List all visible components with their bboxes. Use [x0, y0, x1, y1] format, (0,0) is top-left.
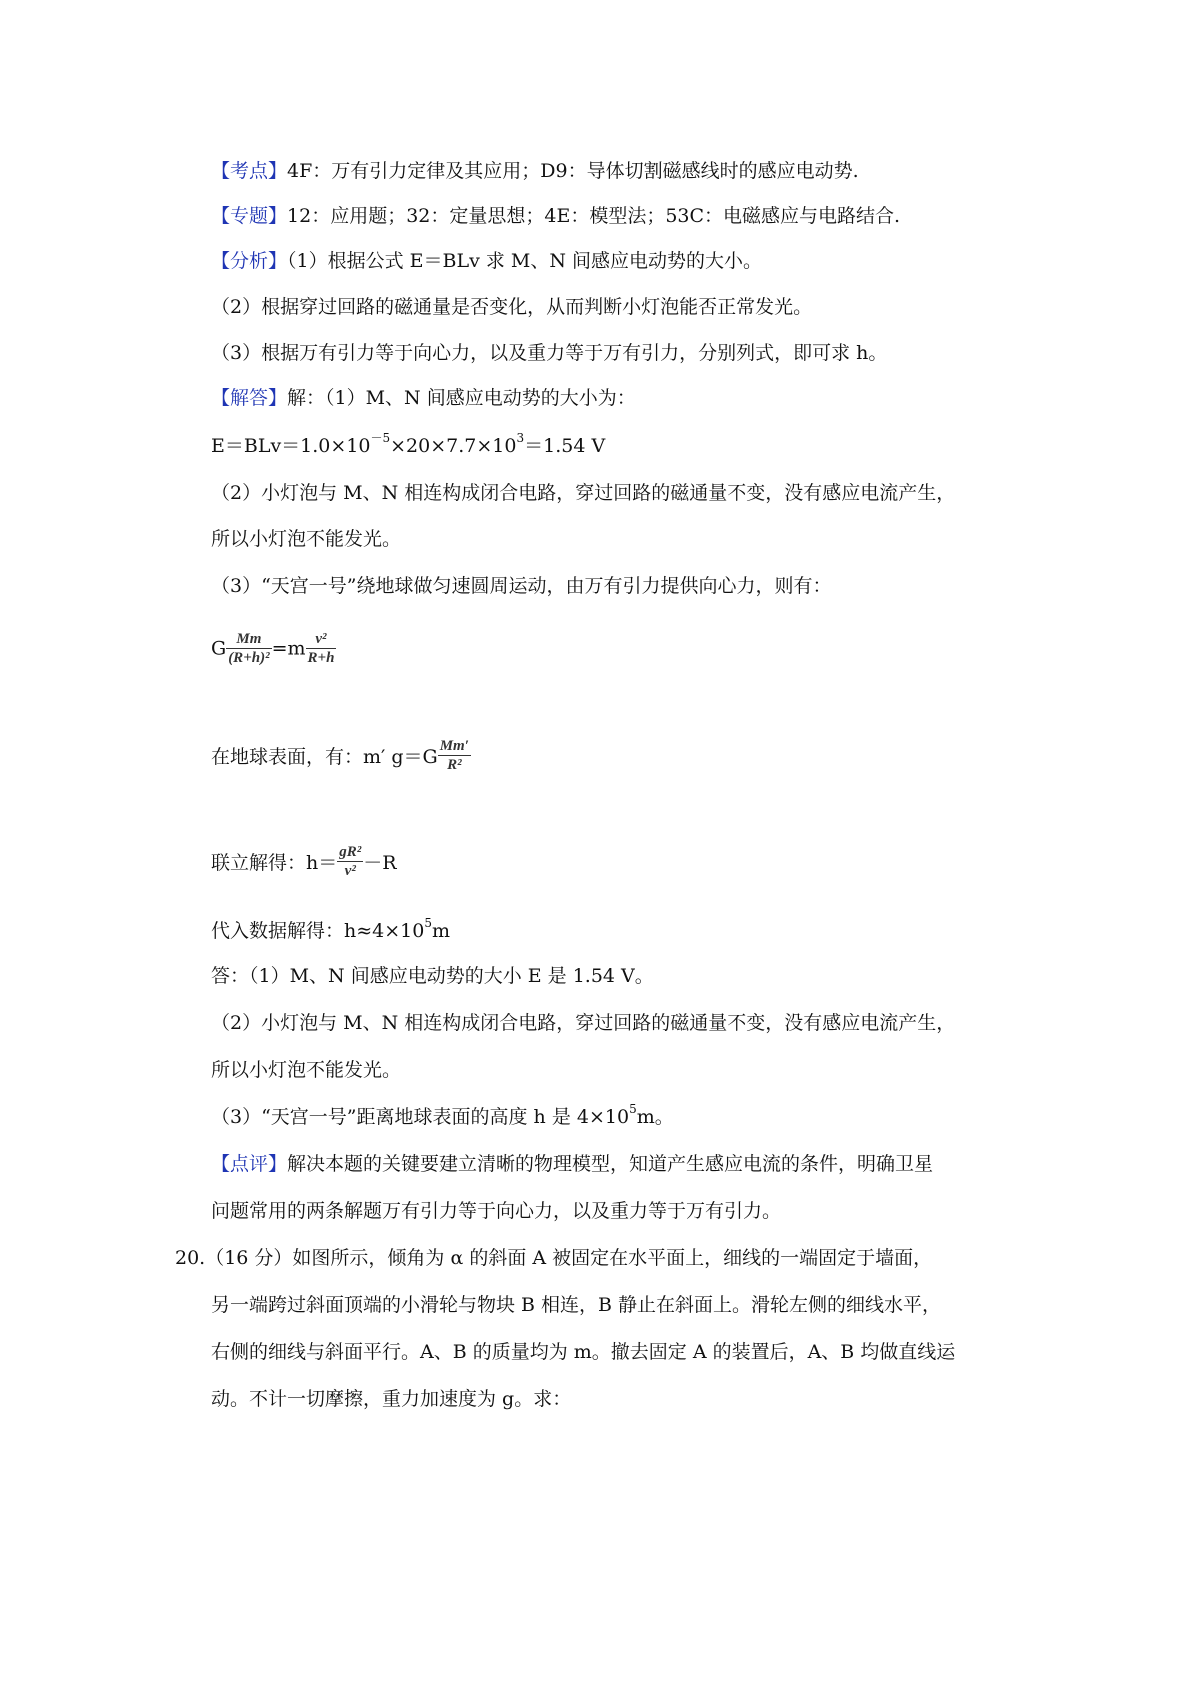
formula3-numerator: gR²	[339, 844, 362, 860]
formula-surface	[211, 737, 471, 774]
formula-gravitation	[211, 630, 336, 667]
answer-line-3	[211, 1104, 674, 1130]
jieda-line-2b: 所以小灯泡不能发光。	[211, 528, 402, 550]
formula2-numerator: Mm′	[439, 738, 469, 754]
formula1-numerator: Mm	[236, 631, 262, 647]
question20-line-3: 右侧的细线与斜面平行。A、B 的质量均为 m。撤去固定 A 的装置后，A、B 均做直线运	[211, 1341, 956, 1363]
dianping-tag: 【点评】	[211, 1153, 288, 1175]
formula1-denominator-2: R+h	[307, 650, 335, 666]
eq1-part-c: ＝1.54 V	[524, 435, 606, 457]
kaodian-text: 4F：万有引力定律及其应用；D9：导体切割磁感线时的感应电动势.	[287, 160, 859, 182]
eq1-part-b: ×20×7.7×10	[390, 435, 517, 457]
answer-line-1: 答：（1）M、N 间感应电动势的大小 E 是 1.54 V。	[211, 965, 654, 987]
eq1-exponent-2: 3	[516, 431, 525, 445]
jieda-line-3: （3）“天宫一号”绕地球做匀速圆周运动，由万有引力提供向心力，则有：	[211, 575, 832, 597]
jieda-line-2a: （2）小灯泡与 M、N 相连构成闭合电路，穿过回路的磁通量不变，没有感应电流产生，	[211, 482, 956, 504]
question20-line-4: 动。不计一切摩擦，重力加速度为 g。求：	[211, 1388, 572, 1410]
formula1-equals: =m	[271, 637, 306, 660]
formula1-denominator: (R+h)²	[228, 650, 270, 666]
fenxi-text-1: （1）根据公式 E＝BLv 求 M、N 间感应电动势的大小。	[287, 250, 763, 272]
formula1-g: G	[211, 637, 227, 660]
formula3-denominator: v²	[337, 861, 363, 880]
surface-text: 在地球表面，有：m′ g＝G	[211, 746, 438, 768]
fenxi-line-3: （3）根据万有引力等于向心力，以及重力等于万有引力，分别列式，即可求 h。	[211, 342, 888, 364]
equation-emf	[211, 433, 605, 459]
answer3-b: m。	[636, 1106, 674, 1128]
formula2-fraction	[438, 737, 471, 774]
fenxi-line-1	[211, 248, 762, 274]
solve-text: 联立解得：h＝	[211, 852, 338, 874]
dianping-line-1	[211, 1151, 933, 1177]
answer-line-2b: 所以小灯泡不能发光。	[211, 1059, 402, 1081]
zhuanti-tag: 【专题】	[211, 205, 288, 227]
answer3-a: （3）“天宫一号”距离地球表面的高度 h 是 4×10	[211, 1106, 630, 1128]
dianping-text-a: 解决本题的关键要建立清晰的物理模型，知道产生感应电流的条件，明确卫星	[287, 1153, 934, 1175]
jieda-line-1	[211, 385, 636, 411]
zhuanti-line	[211, 203, 900, 229]
data-result-line	[211, 918, 450, 944]
formula2-denominator: R²	[438, 755, 471, 774]
kaodian-line	[211, 158, 859, 184]
eq1-exponent-1: －5	[370, 431, 391, 445]
answer3-exponent: 5	[629, 1102, 637, 1116]
fenxi-line-2: （2）根据穿过回路的磁通量是否变化，从而判断小灯泡能否正常发光。	[211, 296, 813, 318]
formula3-tail: －R	[363, 852, 397, 874]
formula1-numerator-2: v²	[315, 631, 327, 647]
data-result-b: m	[431, 920, 451, 942]
kaodian-tag: 【考点】	[211, 160, 288, 182]
eq1-part-a: E＝BLv＝1.0×10	[211, 435, 371, 457]
fenxi-tag: 【分析】	[211, 250, 288, 272]
jieda-text-1: 解：（1）M、N 间感应电动势的大小为：	[287, 387, 636, 409]
data-result-exponent: 5	[424, 916, 432, 930]
question20-line-1: 20.（16 分）如图所示，倾角为 α 的斜面 A 被固定在水平面上，细线的一端固定于墙面，	[175, 1247, 933, 1269]
formula3-fraction	[337, 843, 363, 880]
formula-solve	[211, 843, 397, 880]
jieda-tag: 【解答】	[211, 387, 288, 409]
answer-line-2a: （2）小灯泡与 M、N 相连构成闭合电路，穿过回路的磁通量不变，没有感应电流产生，	[211, 1012, 956, 1034]
formula1-fraction-right	[306, 630, 337, 667]
question20-line-2: 另一端跨过斜面顶端的小滑轮与物块 B 相连，B 静止在斜面上。滑轮左侧的细线水平，	[211, 1294, 942, 1316]
data-result-a: 代入数据解得：h≈4×10	[211, 920, 425, 942]
zhuanti-text: 12：应用题；32：定量思想；4E：模型法；53C：电磁感应与电路结合.	[287, 205, 901, 227]
formula1-fraction-left	[226, 630, 271, 667]
dianping-line-2: 问题常用的两条解题万有引力等于向心力，以及重力等于万有引力。	[211, 1200, 782, 1222]
